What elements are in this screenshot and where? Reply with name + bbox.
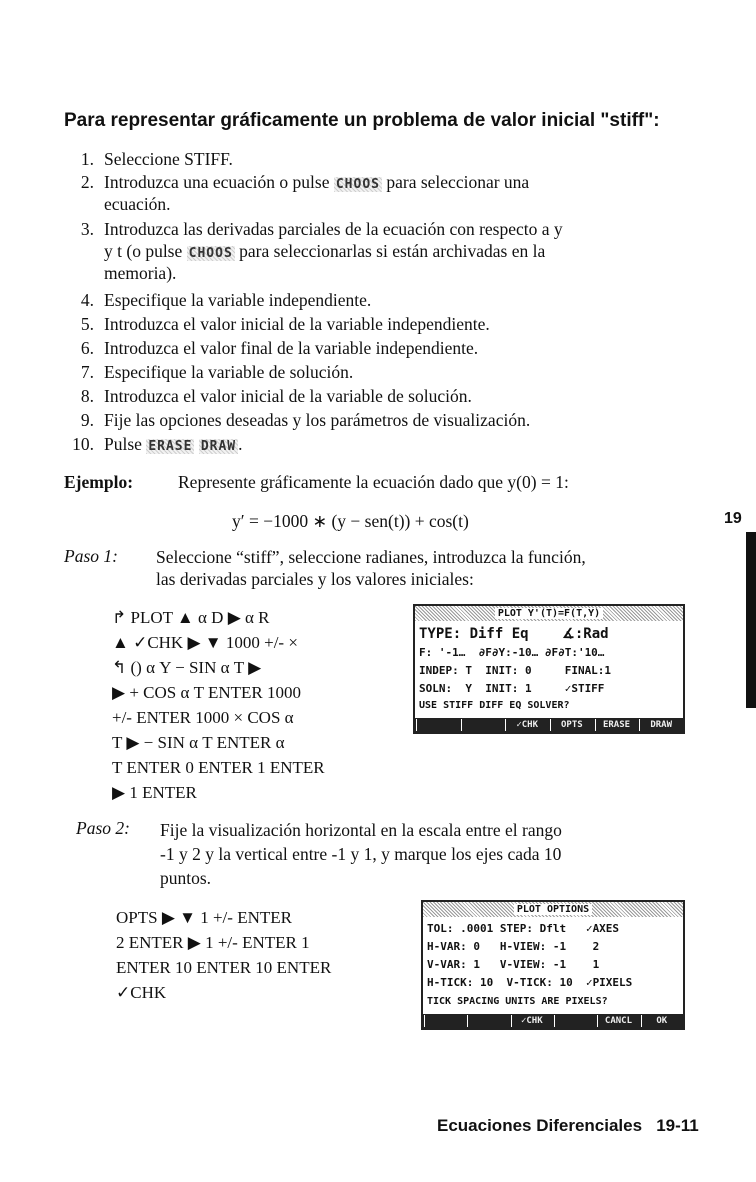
screen-row: H-VAR: 0 H-VIEW: -1 2 — [427, 940, 600, 953]
menu-erase: ERASE — [595, 719, 638, 731]
screen-row: SOLN: Y INIT: 1 ✓STIFF — [419, 682, 605, 695]
screen-row: H-TICK: 10 V-TICK: 10 ✓PIXELS — [427, 976, 633, 989]
paso-1-label: Paso 1: — [64, 546, 118, 566]
keystroke-line: ▲ ✓CHK ▶ ▼ 1000 +/- × — [112, 633, 298, 652]
screen-header: PLOT OPTIONS — [514, 904, 592, 915]
screen-row: V-VAR: 1 V-VIEW: -1 1 — [427, 958, 600, 971]
calculator-screen-plot — [413, 604, 685, 734]
screen-row: TYPE: Diff Eq ∡:Rad — [419, 626, 609, 642]
keystroke-line: ↰ () α Y − SIN α T ▶ — [112, 658, 262, 677]
keystroke-line: ✓CHK — [116, 983, 167, 1002]
menu-slot — [416, 719, 459, 731]
screen-menu-bar — [415, 718, 683, 732]
screen-menu-bar — [423, 1014, 683, 1028]
chapter-tab-number: 19 — [724, 510, 742, 527]
keystroke-sequence-1 — [112, 605, 402, 805]
screen-header: PLOT Y'(T)=F(T,Y) — [495, 608, 603, 619]
keystroke-line: T ▶ − SIN α T ENTER α — [112, 733, 285, 752]
menu-slot — [461, 719, 504, 731]
screen-prompt: TICK SPACING UNITS ARE PIXELS? — [427, 996, 608, 1007]
section-heading: Para representar gráficamente un problema de valor inicial "stiff": — [64, 110, 660, 131]
example-label: Ejemplo: — [64, 472, 134, 492]
menu-cancel: CANCL — [597, 1015, 638, 1027]
keystroke-line: ↱ PLOT ▲ α D ▶ α R — [112, 608, 270, 627]
menu-slot — [467, 1015, 508, 1027]
screen-prompt: USE STIFF DIFF EQ SOLVER? — [419, 700, 570, 711]
screen-row: INDEP: T INIT: 0 FINAL:1 — [419, 664, 612, 677]
menu-chk: ✓CHK — [505, 719, 548, 731]
menu-opts: OPTS — [550, 719, 593, 731]
paso-2-text: Fije la visualización horizontal en la escala entre el rango -1 y 2 y la vertical entre -1 y 1, y marque los ejes cada 10 puntos. — [160, 820, 562, 888]
keystroke-line: ▶ + COS α T ENTER 1000 — [112, 683, 301, 702]
draw-menu-key: DRAW — [200, 439, 237, 454]
choos-menu-key: CHOOS — [335, 177, 380, 192]
example-text: Represente gráficamente la ecuación dado que y(0) = 1: — [178, 472, 569, 492]
keystroke-sequence-2 — [116, 905, 406, 1005]
erase-menu-key: ERASE — [148, 439, 193, 454]
paso-2-label: Paso 2: — [76, 818, 130, 838]
menu-draw: DRAW — [639, 719, 682, 731]
menu-slot — [554, 1015, 595, 1027]
choos-menu-key: CHOOS — [188, 246, 233, 261]
menu-chk: ✓CHK — [511, 1015, 552, 1027]
menu-ok: OK — [641, 1015, 682, 1027]
screen-row: TOL: .0001 STEP: Dflt ✓AXES — [427, 922, 620, 935]
page-footer: Ecuaciones Diferenciales 19-11 — [437, 1116, 699, 1135]
calculator-screen-plot-options — [421, 900, 685, 1030]
keystroke-line: ▶ 1 ENTER — [112, 783, 197, 802]
screen-row: F: '-1… ∂F∂Y:-10… ∂F∂T:'10… — [419, 646, 605, 659]
paso-1-text: Seleccione “stiff”, seleccione radianes, introduzca la función, las derivadas parciales y los valores iniciales: — [156, 547, 586, 589]
keystroke-line: T ENTER 0 ENTER 1 ENTER — [112, 758, 325, 777]
menu-slot — [424, 1015, 465, 1027]
keystroke-line: 2 ENTER ▶ 1 +/- ENTER 1 — [116, 933, 310, 952]
keystroke-line: +/- ENTER 1000 × COS α — [112, 708, 294, 727]
keystroke-line: OPTS ▶ ▼ 1 +/- ENTER — [116, 908, 292, 927]
example-equation: y′ = −1000 ∗ (y − sen(t)) + cos(t) — [232, 511, 469, 531]
keystroke-line: ENTER 10 ENTER 10 ENTER — [116, 958, 332, 977]
chapter-tab-bar — [746, 532, 756, 708]
